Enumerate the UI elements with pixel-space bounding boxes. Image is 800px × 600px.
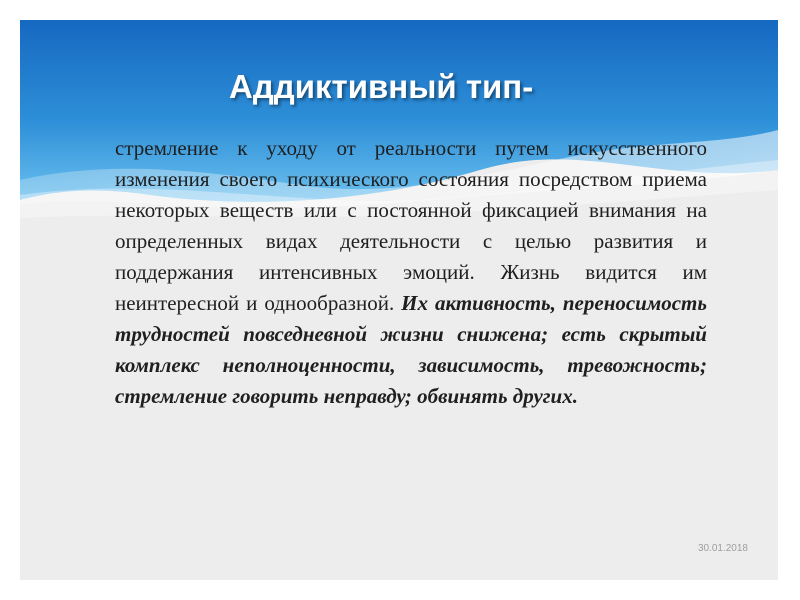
- content-panel: [20, 20, 778, 580]
- body-text-emphasis: Их активность, переносимость трудностей повседневной жизни снижена; есть скрытый комплекс неполноценности, зависимость, тревожность; стремление говорить неправду; обвинять других.: [115, 291, 707, 408]
- slide-date: 30.01.2018: [697, 543, 748, 554]
- slide-body-text: [115, 133, 707, 412]
- body-text-regular: стремление к уходу от реальности путем искусственного изменения своего психического состояния посредством приема некоторых веществ или с постоянной фиксацией внимания на определенных видах деятельности с целью развития и поддержания интенсивных эмоций. Жизнь видится им неинтересной и однообразной.: [115, 136, 707, 315]
- slide-title: Аддиктивный тип-: [229, 68, 534, 105]
